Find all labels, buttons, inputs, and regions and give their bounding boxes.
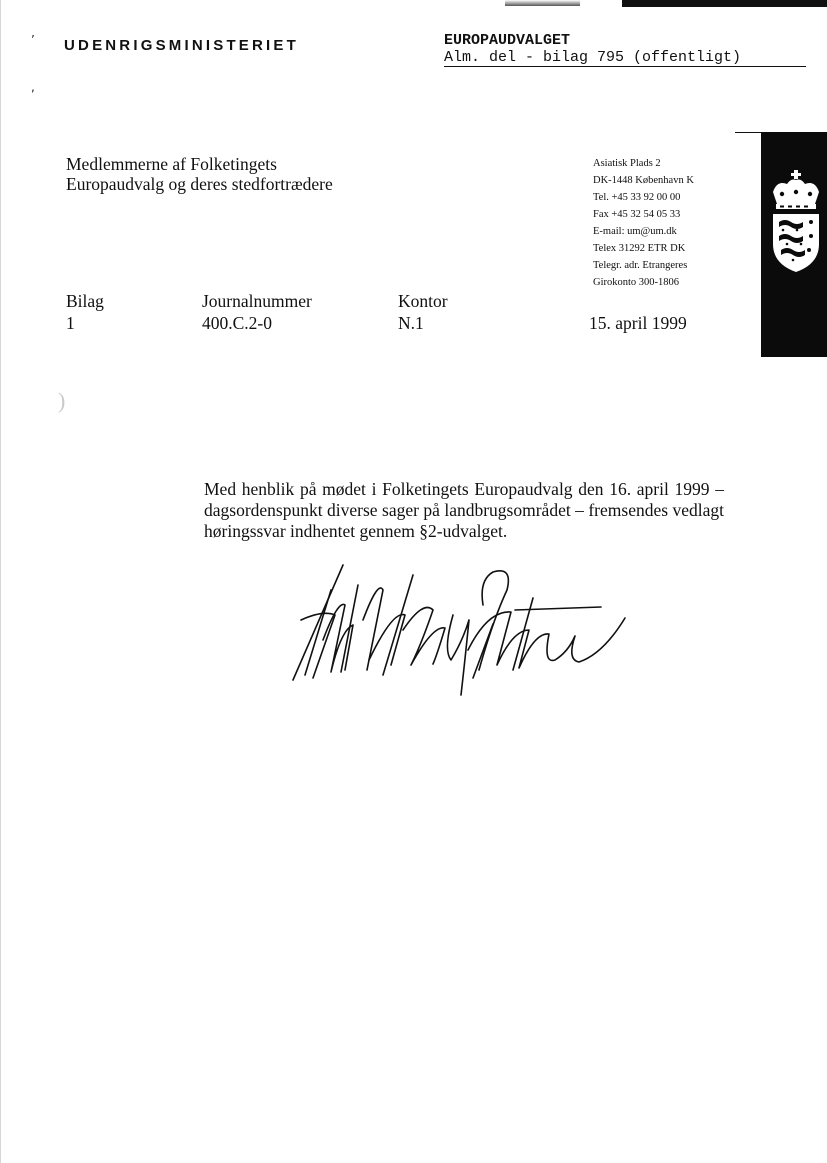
stamp-title: EUROPAUDVALGET bbox=[444, 32, 571, 49]
bilag-label: Bilag bbox=[66, 291, 104, 311]
recipient-block bbox=[66, 154, 333, 194]
journal-value: 400.C.2-0 bbox=[202, 313, 272, 333]
signature-image bbox=[283, 560, 653, 700]
ministry-name: UDENRIGSMINISTERIET bbox=[64, 37, 299, 54]
scan-mark: ) bbox=[58, 388, 66, 413]
address-line: Fax +45 32 54 05 33 bbox=[593, 209, 681, 220]
scan-mark: , bbox=[31, 80, 35, 94]
address-line: Tel. +45 33 92 00 00 bbox=[593, 192, 681, 203]
crest-rule bbox=[735, 132, 763, 133]
scan-edge bbox=[0, 0, 1, 1163]
address-line: Girokonto 300-1806 bbox=[593, 277, 680, 288]
scan-mark: ’ bbox=[31, 33, 35, 47]
recipient-line: Medlemmerne af Folketingets bbox=[66, 154, 277, 174]
address-line: DK-1448 København K bbox=[593, 175, 694, 186]
sender-address bbox=[593, 155, 694, 291]
recipient-line: Europaudvalg og deres stedfortrædere bbox=[66, 174, 333, 194]
address-line: Telex 31292 ETR DK bbox=[593, 243, 686, 254]
kontor-value: N.1 bbox=[398, 313, 424, 333]
scan-artifact bbox=[622, 0, 827, 7]
letter-date: 15. april 1999 bbox=[589, 313, 687, 333]
coat-of-arms-icon bbox=[769, 168, 823, 274]
scan-artifact bbox=[505, 0, 580, 6]
kontor-label: Kontor bbox=[398, 291, 448, 311]
letter-body: Med henblik på mødet i Folketingets Europaudvalg den 16. april 1999 – dagsordenspunkt diverse sager på landbrugsområdet – fremsendes vedlagt høringssvar indhentet gennem §2-udvalget. bbox=[204, 479, 724, 541]
address-line: Asiatisk Plads 2 bbox=[593, 158, 661, 169]
address-line: Telegr. adr. Etrangeres bbox=[593, 260, 688, 271]
archive-stamp bbox=[444, 32, 806, 67]
journal-label: Journalnummer bbox=[202, 291, 312, 311]
address-line: E-mail: um@um.dk bbox=[593, 226, 677, 237]
stamp-reference: Alm. del - bilag 795 (offentligt) bbox=[444, 49, 806, 67]
bilag-value: 1 bbox=[66, 313, 75, 333]
